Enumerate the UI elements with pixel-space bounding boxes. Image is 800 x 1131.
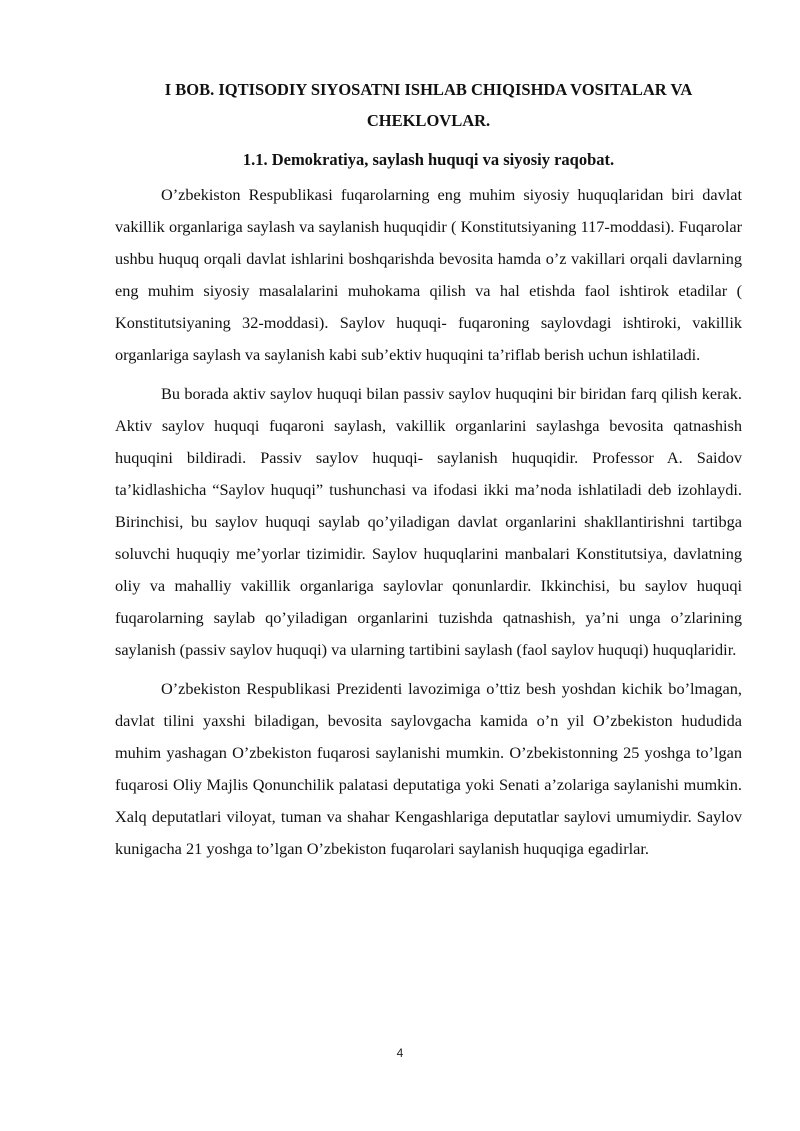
document-page [115, 72, 742, 872]
page-number: 4 [396, 1046, 404, 1060]
chapter-title: I BOB. IQTISODIY SIYOSATNI ISHLAB CHIQISHDA VOSITALAR VA CHEKLOVLAR. [164, 80, 693, 130]
paragraph-2: Bu borada aktiv saylov huquqi bilan passiv saylov huquqini bir biridan farq qilish kerak. Aktiv saylov huquqi fuqaroni saylash, vakillik organlarini saylashga bevosita qatnashish huquqini bildiradi. Passiv saylov huquqi- saylanish huquqidir. Professor A. Saidov ta’kidlashicha “Saylov huquqi” tushunchasi va ifodasi ikki ma’noda ishlatiladi deb izohlaydi. Birinchisi, bu saylov huquqi saylab qo’yiladigan davlat organlarini shakllantirishni tartibga soluvchi huquqiy me’yorlar tizimidir. Saylov huquqlarini manbalari Konstitutsiya, davlatning oliy va mahalliy vakillik organlariga saylovlar qonunlardir. Ikkinchisi, bu saylov huquqi fuqarolarning saylab qo’yiladigan organlarini tuzishda qatnashish, ya’ni unga o’zlarining saylanish (passiv saylov huquqi) va ularning tartibini saylash (faol saylov huquqi) huquqlaridir. [115, 384, 742, 659]
section-title: 1.1. Demokratiya, saylash huquqi va siyosiy raqobat. [242, 150, 615, 169]
paragraph-1: O’zbekiston Respublikasi fuqarolarning eng muhim siyosiy huquqlaridan biri davlat vakillik organlariga saylash va saylanish huquqidir ( Konstitutsiyaning 117-moddasi). Fuqarolar ushbu huquq orqali davlat ishlarini boshqarishda bevosita hamda o’z vakillari orqali davlarning eng muhim siyosiy masalalarini muhokama qilish va hal etishda faol ishtirok etadilar ( Konstitutsiyaning 32-moddasi). Saylov huquqi- fuqaroning saylovdagi ishtiroki, vakillik organlariga saylash va saylanish kabi sub’ektiv huquqini ta’riflab berish uchun ishlatiladi. [115, 185, 742, 364]
paragraph-3: O’zbekiston Respublikasi Prezidenti lavozimiga o’ttiz besh yoshdan kichik bo’lmagan, davlat tilini yaxshi biladigan, bevosita saylovgacha kamida o’n yil O’zbekiston hududida muhim yashagan O’zbekiston fuqarosi saylanishi mumkin. O’zbekistonning 25 yoshga to’lgan fuqarosi Oliy Majlis Qonunchilik palatasi deputatiga yoki Senati a’zolariga saylanishi mumkin. Xalq deputatlari viloyat, tuman va shahar Kengashlariga deputatlar saylovi umumiydir. Saylov kunigacha 21 yoshga to’lgan O’zbekiston fuqarolari saylanish huquqiga egadirlar. [115, 679, 742, 858]
